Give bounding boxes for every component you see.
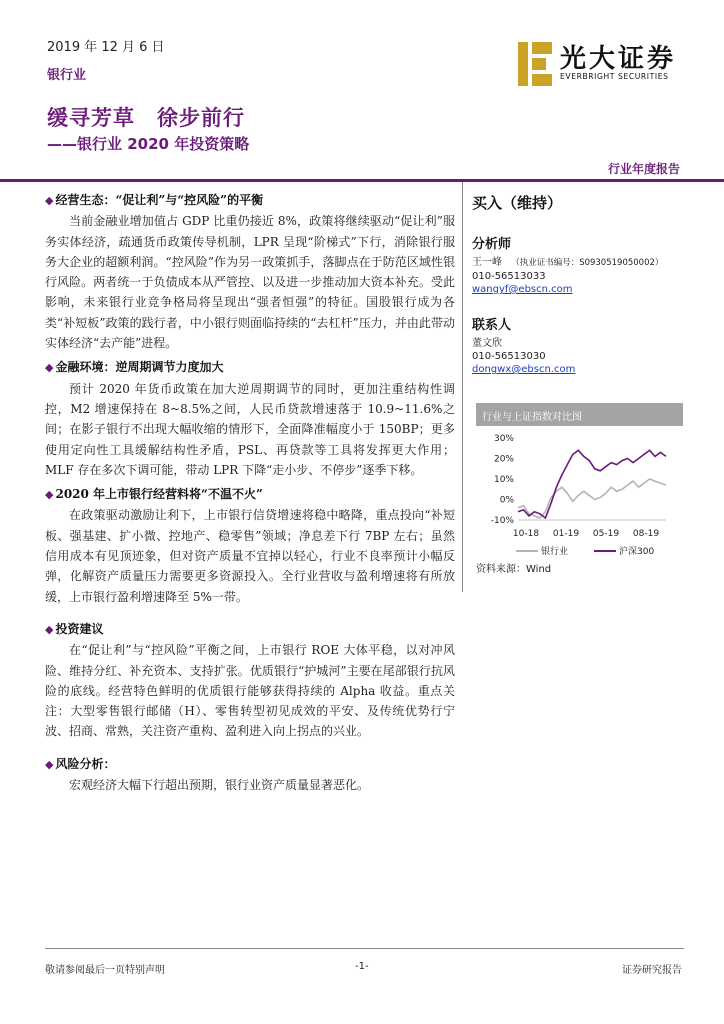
everbright-logo (516, 40, 686, 90)
chart-title-bar (476, 403, 683, 426)
section-outlook (45, 484, 455, 607)
x-tick-label: 10-18 (512, 529, 540, 539)
logo-mark-icon (516, 40, 556, 88)
diamond-bullet-icon: ◆ (45, 361, 54, 375)
comparison-line-chart (476, 428, 684, 560)
report-title: 缓寻芳草 徐步前行 (47, 106, 245, 130)
x-tick-label: 01-19 (552, 529, 580, 539)
diamond-bullet-icon: ◆ (45, 622, 54, 636)
contact-name: 董文欣 (472, 338, 502, 349)
footer-divider (45, 948, 684, 949)
sector-label: 银行业 (47, 68, 87, 83)
main-text-column (45, 186, 455, 795)
x-tick-label: 08-19 (632, 529, 660, 539)
contact-phone: 010-56513030 (472, 351, 546, 362)
section-ecology (45, 190, 455, 353)
x-tick-label: 05-19 (592, 529, 620, 539)
diamond-bullet-icon: ◆ (45, 488, 54, 502)
section-finance (45, 357, 455, 480)
analyst-email-link[interactable]: wangyf@ebscn.com (472, 284, 573, 295)
rating-label: 买入（维持） (472, 194, 563, 212)
section-heading: 2020 年上市银行经营料将“不温不火” (55, 487, 263, 502)
y-tick-label: 30% (493, 434, 514, 444)
analyst-name: 王一峰 (472, 257, 502, 268)
header-divider (0, 179, 724, 182)
y-tick-label: 20% (493, 454, 514, 465)
legend-label: 银行业 (541, 547, 569, 557)
report-subtitle: ——银行业 2020 年投资策略 (47, 135, 250, 153)
section-heading: 投资建议 (55, 621, 104, 636)
analyst-cert: （执业证书编号：S0930519050002） (511, 258, 664, 268)
section-paragraph: 在政策驱动激励让利下，上市银行信贷增速将稳中略降，重点投向“补短板、强基建、扩小微、控地产、稳零售”领域；净息差下行 7BP 左右；虽然信用成本有见顶迹象，但对资产质量不宜掉以轻心，行业不良率预计小幅反弹，化解资产质量压力需要更多资源投入。全行业营收与盈利增速将有所放缓，上市银行盈利增速降至 5%一带。 (45, 508, 455, 604)
page-number: -1- (355, 961, 369, 972)
section-heading: 经营生态：“促让利”与“控风险”的平衡 (55, 193, 264, 207)
section-heading: 金融环境：逆周期调节力度加大 (55, 360, 224, 375)
column-divider (462, 182, 463, 592)
report-type-label: 行业年度报告 (607, 162, 680, 176)
section-paragraph: 宏观经济大幅下行超出预期，银行业资产质量显著恶化。 (69, 778, 370, 793)
analyst-line (472, 256, 682, 270)
series-line-银行业 (518, 479, 666, 518)
section-paragraph: 在“促让利”与“控风险”平衡之间，上市银行 ROE 大体平稳，以对冲风险、维持分红、补充资本、支持扩张。优质银行“护城河”主要在尾部银行抗风险的底线。经营特色鲜明的优质银行能够获得持续的 Alpha 收益。重点关注：大型零售银行邮储（H）、零售转型初见成效的平安、及传统优势行宁波、招商、常熟，关注资产重构、盈利进入向上拐点的兴业。 (45, 643, 455, 739)
y-tick-label: 10% (493, 475, 514, 485)
diamond-bullet-icon: ◆ (45, 194, 54, 207)
diamond-bullet-icon: ◆ (45, 757, 54, 771)
logo-text-cn: 光大证券 (560, 44, 677, 74)
footer-report-label: 证券研究报告 (622, 965, 682, 976)
footer-disclaimer: 敬请参阅最后一页特别声明 (45, 965, 165, 976)
section-investment (45, 619, 455, 742)
report-date: 2019 年 12 月 6 日 (47, 40, 165, 55)
chart-source: 资料来源：Wind (476, 564, 552, 575)
legend-label: 沪深300 (619, 547, 655, 557)
y-tick-label: -10% (490, 516, 514, 526)
chart-title: 行业与上证指数对比图 (482, 412, 582, 423)
contact-heading: 联系人 (472, 318, 512, 333)
y-tick-label: 0% (499, 495, 514, 506)
analyst-phone: 010-56513033 (472, 271, 546, 282)
analyst-heading: 分析师 (472, 237, 512, 252)
section-paragraph: 预计 2020 年货币政策在加大逆周期调节的同时，更加注重结构性调控，M2 增速保持在 8~8.5%之间，人民币贷款增速落于 10.9~11.6%之间；在影子银行不出现大幅收缩的情形下，全面降准幅度小于 150BP；更多使用定向性工具缓解结构性矛盾，PSL、再贷款等工具将发挥更大作用；MLF 存在多次下调可能，带动 LPR 下降“走小步、不停步”逐季下移。 (45, 381, 455, 477)
section-heading: 风险分析： (55, 756, 116, 771)
logo-text-en: EVERBRIGHT SECURITIES (560, 72, 669, 81)
section-paragraph: 当前金融业增加值占 GDP 比重仍接近 8%，政策将继续驱动“促让利”服务实体经济，疏通货币政策传导机制，LPR 呈现“阶梯式”下行，消除银行服务大企业的超额利润。“控风险”作为另一政策抓手，落脚点在于防范区域性银行风险。两者统一于负债成本从严管控、以及进一步推动加大资本补充。受此影响，未来银行业竞争格局将呈现出“强者恒强”的特征。国股银行成为各类“补短板”政策的践行者，中小银行则面临持续的“去杠杆”压力，并由此带动实体经济“去产能”进程。 (45, 214, 455, 351)
sidebar (472, 192, 682, 376)
section-risk (45, 754, 455, 796)
contact-email-link[interactable]: dongwx@ebscn.com (472, 364, 576, 375)
